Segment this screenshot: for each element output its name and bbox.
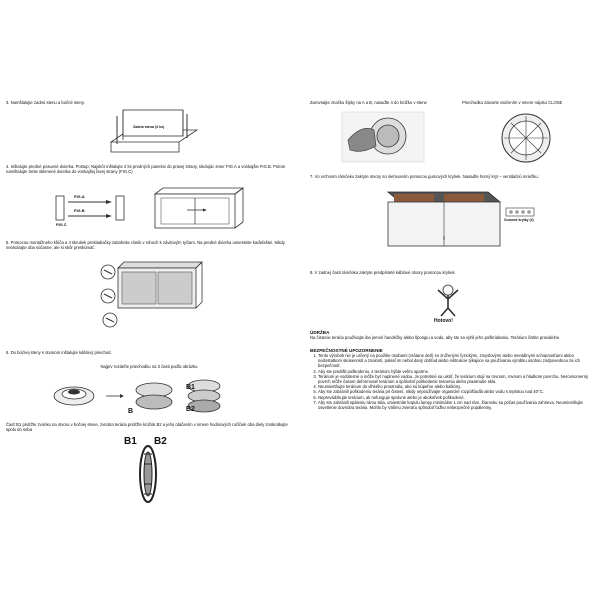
- step7-figure: [368, 186, 538, 256]
- fig-a-label: FIG.A: [74, 194, 85, 199]
- close-grommet-text: Priechodku zatvorte otočením v smere nápisu CLOSE: [462, 100, 563, 105]
- grommet-side-figure: [124, 436, 174, 506]
- care-title: ÚDRŽBA: [310, 330, 330, 335]
- hand-grommet-figure: [338, 110, 428, 164]
- safety-item: 5. Aby ste zabránili poškodeniu terária pri čistení, nikdy nepoužívajte organické rozpúšťadlá alebo vodu s teplotou nad 40°C.: [318, 389, 596, 394]
- safety-title: BEZPEČNOSTNÉ UPOZORNENIE: [310, 348, 383, 353]
- step7-label: Gumové krytky (4): [504, 218, 534, 222]
- bottom-b1-label: B1: [124, 436, 137, 447]
- part-b2-label: B2: [186, 406, 195, 413]
- part-b1-label: B1: [186, 384, 195, 391]
- align-arrows-text: Zarovnajte značku šípky na A a B, nasaďte 4 do krúžku v stene: [310, 100, 427, 105]
- done-label: Hotovo!: [434, 318, 453, 324]
- safety-item: 3. Terárium je vodotesné a môže byť naplnené vodou. Je potrebné sa uistiť, že terárium stojí na rovnom, rovnom a hladkom povrchu. Nerovnomerný povrch môže časom deformovať terárium a spôsobiť poškodenie tesnenia alebo prasknutie skla.: [318, 374, 596, 384]
- step6-subtext: Najprv rozdeľte priechodku na 3 časti podľa obrázku: [100, 364, 198, 369]
- done-figure: [428, 282, 468, 324]
- fig-c-label: FIG.C: [56, 222, 67, 227]
- closed-grommet-figure: [498, 110, 554, 166]
- step6-text: 6. Do bočnej steny s otvorom inštalujte káblový priechod.: [6, 350, 112, 355]
- safety-item: 4. Neumiestňujte terárium do vlhkého prostredia, ako sú kúpeľne alebo balkóny.: [318, 384, 596, 389]
- fig-b-label: FIG.B: [74, 208, 85, 213]
- step5-figure: [96, 258, 206, 338]
- part-b-label: B: [128, 408, 134, 415]
- step4-text: 4. Inštalujte predné posuvné dvierka. Postup: Najskôr inštalujte 2 ks predných panelov do pravej strany, sledujúc smer FIG.A a vonkajšie FIG.B. Potom namštalujte tretie sklenené dvierka do vonkajšej ľavej strany (FIG.C): [6, 164, 286, 175]
- safety-item: 2. Aby ste predišli poškodeniu, s teráriom hýbte veľmi opatrne.: [318, 369, 596, 374]
- step7-text: 7. Vo vrchnom rámčeku zakryte otvory so sieťovaním pomocou gumových krytiek. Nasaďte horný kryt – ventilačnú mriežku.: [310, 174, 539, 179]
- step5-text: 5. Pomocou montážneho kľúča a 4 skrutiek prekladiačky zatiahnite rámik v rohoch k závitovým tyčiam. Na predné dvierka umiestnite kaďeľaštei. Nikdy neotvárajte oba súčasne, ale si skôr preskúmať.: [6, 240, 285, 251]
- step8-text: 8. V zadnej časti rámčeka zakryte predpísteté káblové otvory pomocou krytiek.: [310, 270, 456, 275]
- step6-end-text: Časť B1 pridržte zvonku na otvoru v bočnej stene, zvnútra terária pridržte krúžok B2 a jeho otáčaním v smere hodinových ručičiek oba diely zoskrutkujte spolu do seba: [6, 422, 288, 433]
- step3-figure: [101, 108, 201, 158]
- step3-label: Zadná stena (3 ks): [133, 125, 165, 129]
- step6-figure: [46, 372, 236, 420]
- step4-figure: [151, 184, 246, 234]
- step4-detail-figure: [46, 188, 136, 228]
- safety-item: 6. Neprevádzkujte terárium, ak nefunguje správne alebo je akokoľvek poškodené.: [318, 395, 596, 400]
- safety-item: 7. Aby ste zabránili spáleniu rámu skla, umiestnite kopulu lampy minimálne 1 cm nad rám. Žiarovku sa počas používania zahrieva. Neumiestňujte osvetlenie dovnútra terária. Mohlo by Vášmu zvieraťu spôsobiť ťažko nebezpečné popáleniny.: [318, 400, 596, 410]
- care-text: Na čistenie terária používajte iba jemné handričky alebo špongiu a vodu, aby ste sa vyhli jeho poškriabaniu. Terárium čistite pravidelne.: [310, 335, 561, 340]
- safety-list: [310, 353, 596, 410]
- step3-text: 3. Namštalujte zadnú stenu a bočné steny.: [6, 100, 85, 105]
- bottom-b2-label: B2: [154, 436, 167, 447]
- safety-item: 1. Tento výrobok nie je určený na použitie osobami (vrátane detí) so zníženými fyzickými, zmyslovými alebo mentálnymi schopnosťami alebo nedostatkom skúseností a znalostí, pokiaľ im nebol daný dohľad alebo inštrukcie týkajúce sa používania výrobku osobou zodpovednou za ich bezpečnosť.: [318, 353, 596, 369]
